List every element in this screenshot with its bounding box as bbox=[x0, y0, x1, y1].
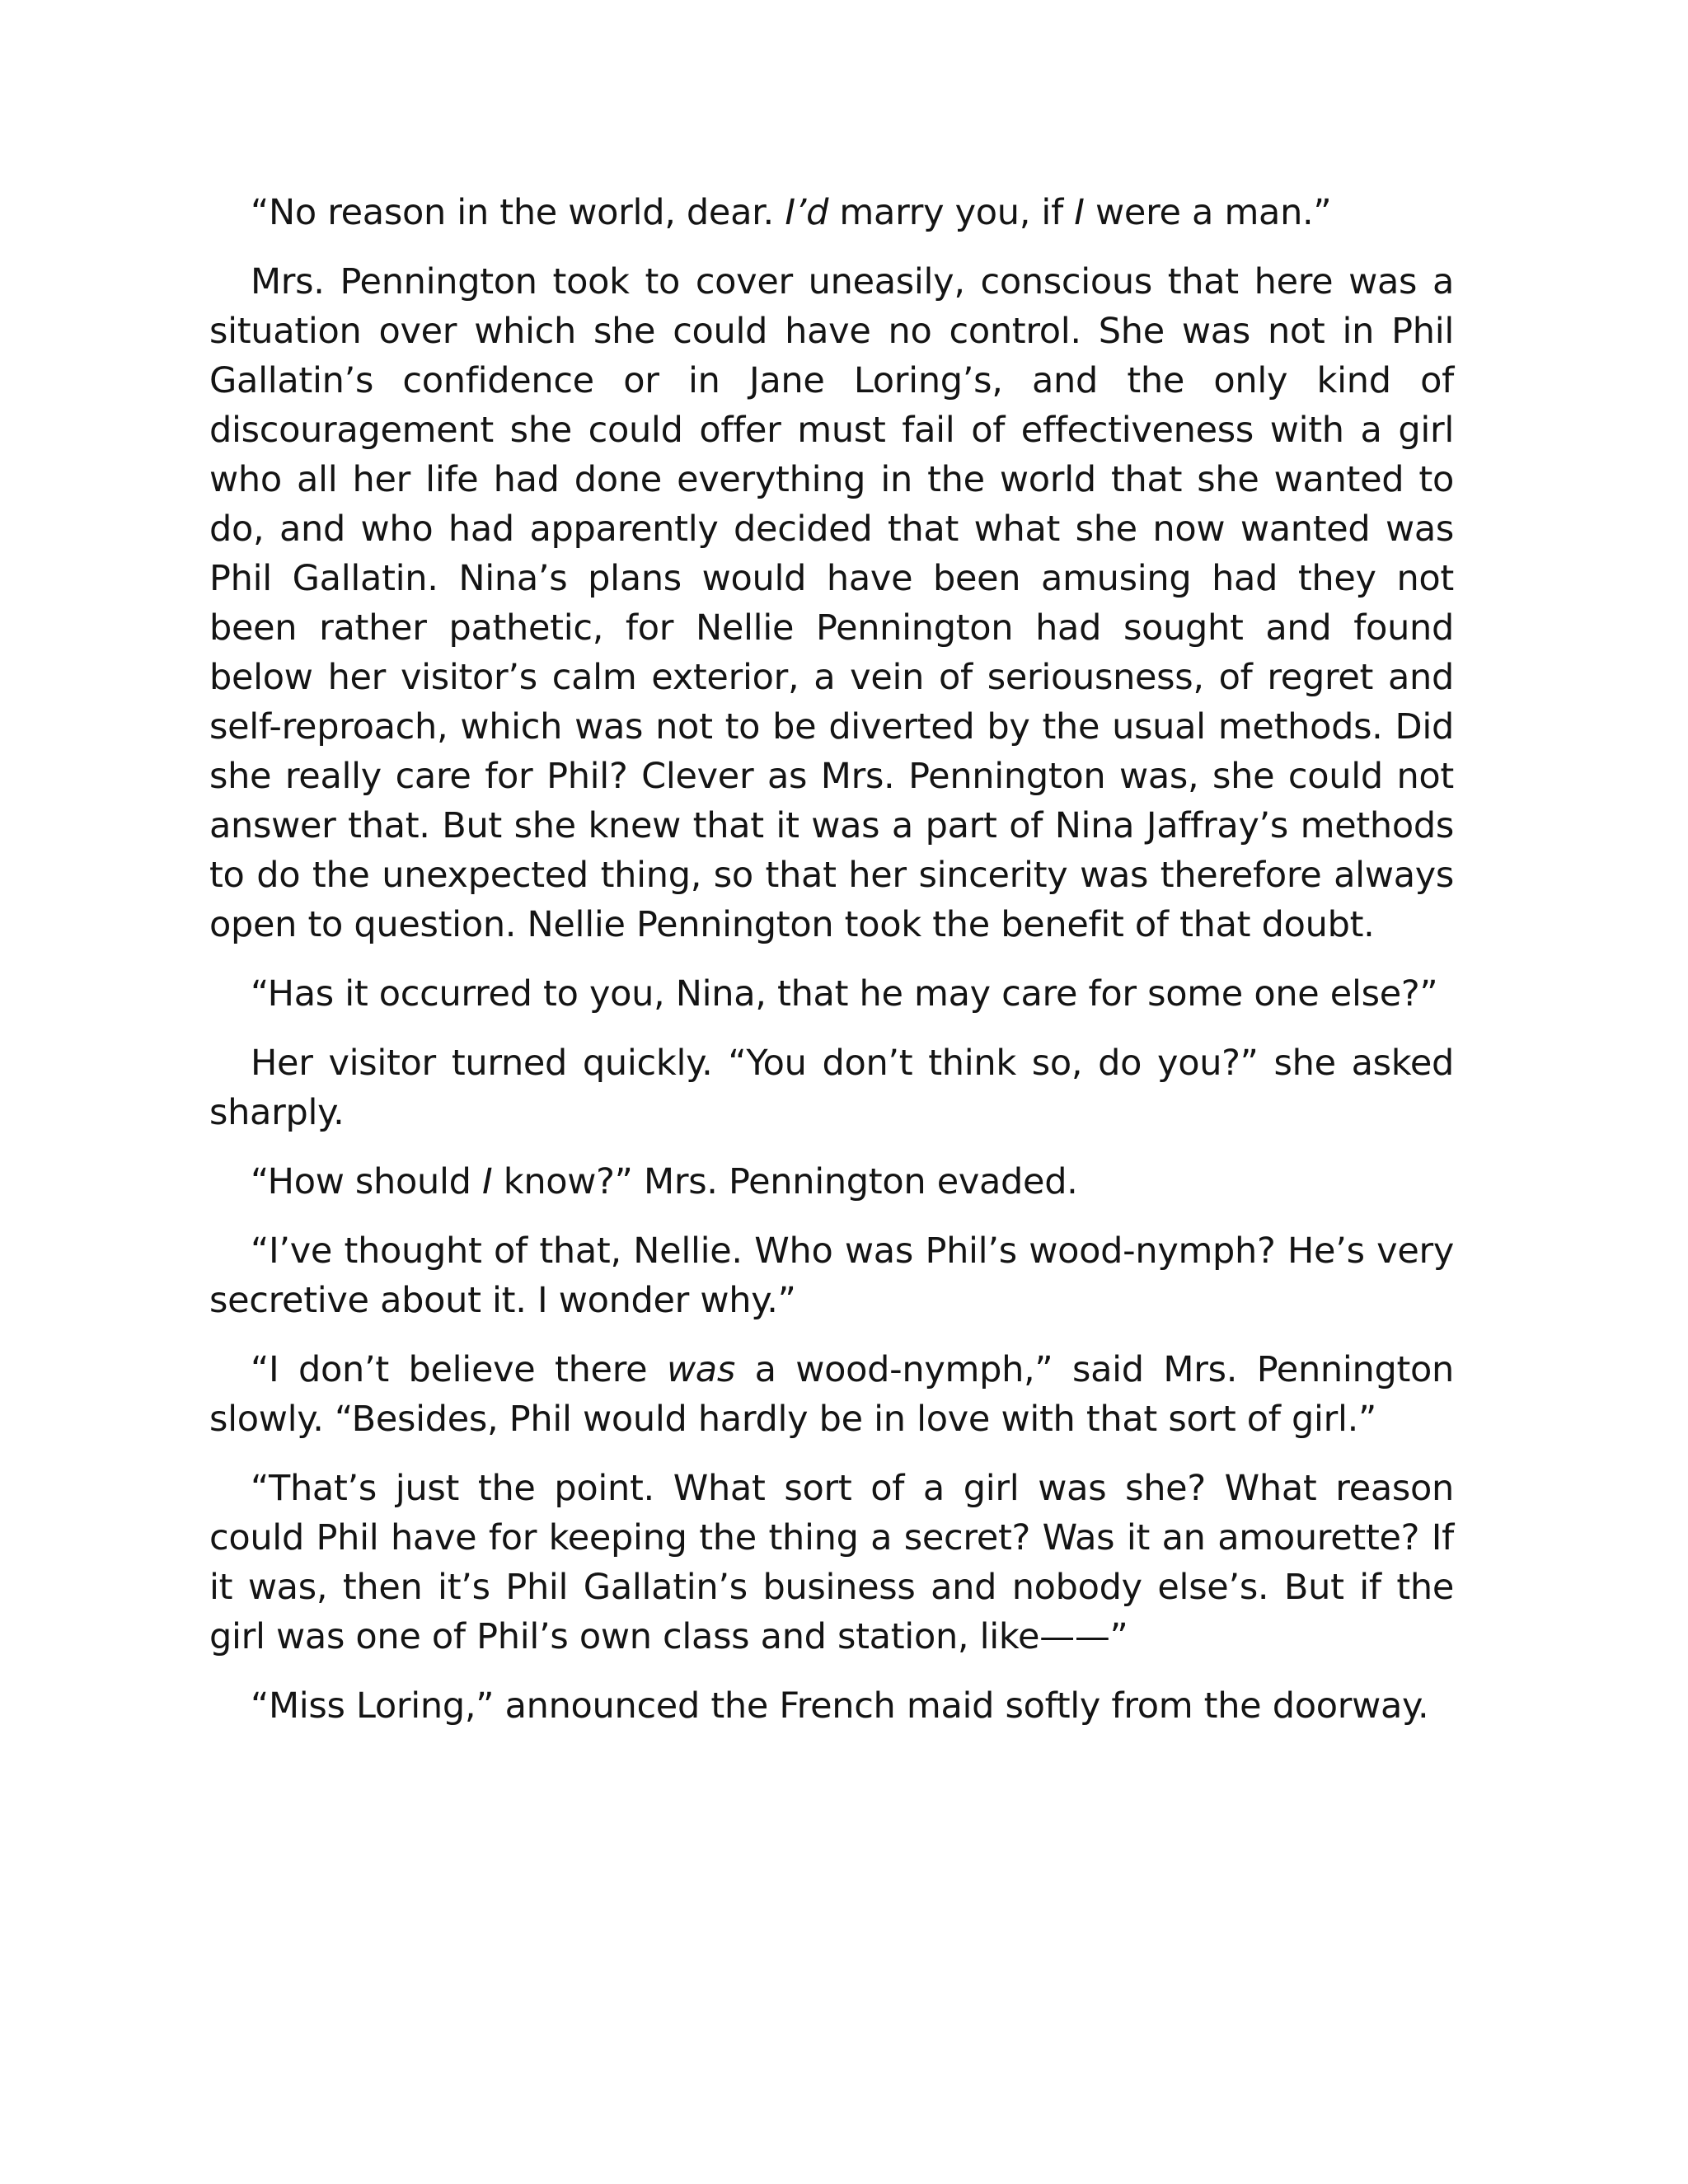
paragraph-2 bbox=[209, 257, 1454, 949]
text-span: “No reason in the world, dear. bbox=[251, 192, 785, 233]
text-span: “I’ve thought of that, Nellie. Who was Phil’s wood-nymph? He’s very secretive about it. I wonder why.” bbox=[209, 1230, 1454, 1321]
paragraph-5 bbox=[209, 1157, 1454, 1207]
text-span: Her visitor turned quickly. “You don’t think so, do you?” she asked sharply. bbox=[209, 1043, 1454, 1133]
text-span: “I don’t believe there bbox=[251, 1349, 667, 1390]
paragraph-1 bbox=[209, 188, 1454, 237]
paragraph-9 bbox=[209, 1681, 1454, 1731]
italic-span: I bbox=[1074, 192, 1085, 233]
text-span: “How should bbox=[251, 1161, 482, 1202]
text-span: “That’s just the point. What sort of a girl was she? What reason could Phil have for keeping the thing a secret? Was it an amourette? If it was, then it’s Phil Gallatin’s business and nobody else’s. But if the girl was one of Phil’s own class and station, like——” bbox=[209, 1468, 1454, 1657]
text-span: marry you, if bbox=[828, 192, 1075, 233]
text-span: a wood-nymph,” said Mrs. Pennington slowly. “Besides, Phil would hardly be in love with that sort of girl.” bbox=[209, 1349, 1454, 1440]
book-page bbox=[209, 188, 1454, 1731]
text-span: know?” Mrs. Pennington evaded. bbox=[492, 1161, 1078, 1202]
text-span: “Miss Loring,” announced the French maid softly from the doorway. bbox=[251, 1685, 1429, 1727]
italic-span: I bbox=[481, 1161, 493, 1202]
paragraph-8 bbox=[209, 1464, 1454, 1661]
paragraph-3 bbox=[209, 969, 1454, 1019]
text-span: Mrs. Pennington took to cover uneasily, conscious that here was a situation over which she could have no control. She was not in Phil Gallatin’s confidence or in Jane Loring’s, and the only kind of discouragement she could offer must fail of effectiveness with a girl who all her life had done everything in the world that she wanted to do, and who had apparently decided that what she now wanted was Phil Gallatin. Nina’s plans would have been amusing had they not been rather pathetic, for Nellie Pennington had sought and found below her visitor’s calm exterior, a vein of seriousness, of regret and self-reproach, which was not to be diverted by the usual methods. Did she really care for Phil? Clever as Mrs. Pennington was, she could not answer that. But she knew that it was a part of Nina Jaffray’s methods to do the unexpected thing, so that her sincerity was therefore always open to question. Nellie Pennington took the benefit of that doubt. bbox=[209, 261, 1454, 945]
paragraph-6 bbox=[209, 1226, 1454, 1325]
paragraph-4 bbox=[209, 1038, 1454, 1137]
paragraph-7 bbox=[209, 1345, 1454, 1444]
text-span: “Has it occurred to you, Nina, that he may care for some one else?” bbox=[251, 973, 1438, 1015]
italic-span: was bbox=[666, 1349, 735, 1390]
italic-span: I’d bbox=[785, 192, 829, 233]
text-span: were a man.” bbox=[1084, 192, 1332, 233]
